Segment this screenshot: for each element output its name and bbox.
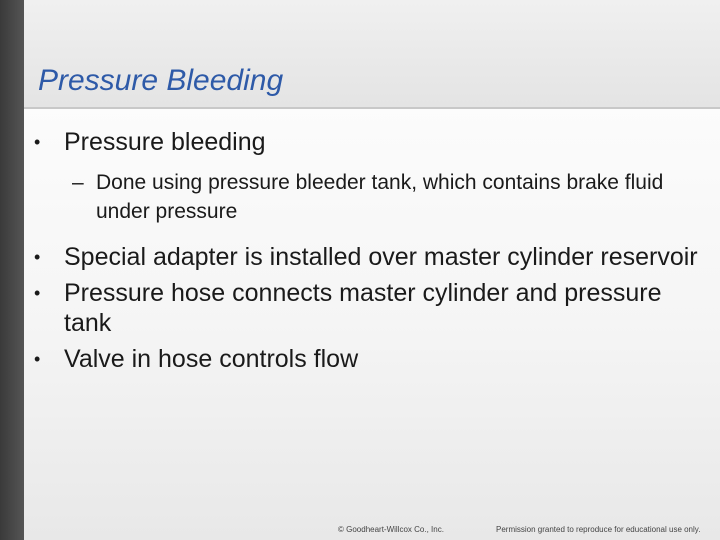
bullet-item — [30, 278, 700, 338]
slide-content — [30, 120, 700, 374]
bullet-item — [30, 242, 700, 272]
bullet-icon: • — [34, 247, 41, 267]
left-accent-bar — [0, 0, 24, 540]
bullet-text: Pressure hose connects master cylinder and pressure tank — [64, 279, 662, 337]
bullet-text: Pressure bleeding — [64, 128, 266, 156]
footer-permission: Permission granted to reproduce for educational use only. — [496, 525, 701, 534]
bullet-icon: • — [34, 349, 41, 369]
bullet-icon: • — [34, 283, 41, 303]
bullet-item — [30, 124, 700, 160]
bullet-icon: • — [34, 132, 41, 152]
sub-bullet-item — [30, 168, 700, 226]
footer-copyright: © Goodheart-Willcox Co., Inc. — [338, 525, 444, 534]
bullet-text: Special adapter is installed over master cylinder reservoir — [64, 243, 698, 271]
bullet-text: Valve in hose controls flow — [64, 345, 359, 373]
slide-title: Pressure Bleeding — [38, 64, 284, 97]
dash-icon: – — [72, 171, 84, 194]
bullet-item — [30, 344, 700, 374]
sub-bullet-text: Done using pressure bleeder tank, which contains brake fluid under pressure — [96, 171, 664, 223]
